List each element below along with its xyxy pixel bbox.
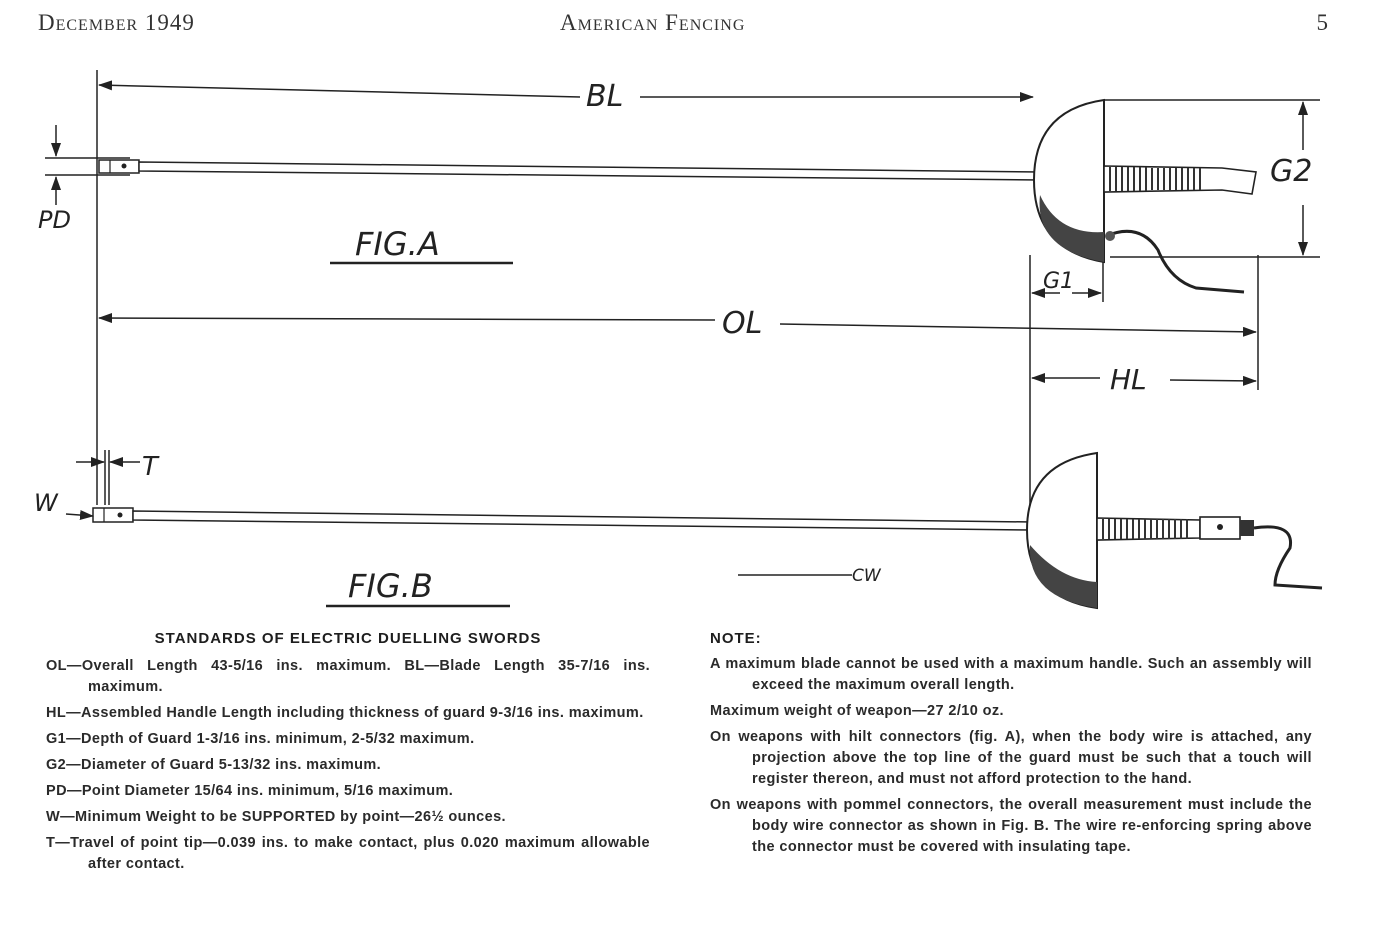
- label-g2: G2: [1270, 154, 1313, 189]
- header-page-number: 5: [1316, 10, 1329, 35]
- standard-pd: PD—Point Diameter 15/64 ins. minimum, 5/16 maximum.: [46, 783, 454, 799]
- label-fig-b: FIG.B: [348, 567, 433, 605]
- header-journal-title: American Fencing: [560, 10, 746, 35]
- standard-hl: HL—Assembled Handle Length including thickness of guard 9-3/16 ins. maximum.: [46, 705, 644, 721]
- sword-fig-a: [99, 100, 1256, 292]
- label-fig-a: FIG.A: [355, 225, 440, 263]
- header-date: December 1949: [38, 10, 195, 35]
- dimension-lines: [45, 70, 1320, 516]
- standard-ol-bl: OL—Overall Length 43-5/16 ins. maximum. BL—Blade Length 35-7/16 ins. maximum.: [46, 658, 650, 695]
- label-g1: G1: [1043, 269, 1075, 294]
- label-bl: BL: [586, 79, 624, 114]
- note-hilt-connectors: On weapons with hilt connectors (fig. A), when the body wire is attached, any projection above the top line of the guard must be such that a touch will register thereon, and must not afford protection to the hand.: [710, 729, 1312, 787]
- sword-fig-b: [93, 453, 1322, 608]
- standard-g1: G1—Depth of Guard 1-3/16 ins. minimum, 2-5/32 maximum.: [46, 731, 475, 747]
- label-w: W: [34, 489, 58, 517]
- standards-section: [46, 630, 650, 880]
- note-pommel-connectors: On weapons with pommel connectors, the overall measurement must include the body wire connector as shown in Fig. B. The wire re-enforcing spring above the connector must be covered with insulating tape.: [710, 797, 1312, 855]
- standard-g2: G2—Diameter of Guard 5-13/32 ins. maximum.: [46, 757, 382, 773]
- note-section: [710, 630, 1312, 863]
- note-title: NOTE:: [710, 630, 762, 647]
- label-hl: HL: [1110, 363, 1147, 396]
- note-max-blade: A maximum blade cannot be used with a maximum handle. Such an assembly will exceed the maximum overall length.: [710, 656, 1312, 693]
- label-ol: OL: [722, 306, 763, 341]
- artist-signature: CW: [852, 566, 881, 586]
- standards-title: STANDARDS OF ELECTRIC DUELLING SWORDS: [154, 630, 542, 647]
- standard-t: T—Travel of point tip—0.039 ins. to make contact, plus 0.020 maximum allowable after contact.: [46, 835, 650, 872]
- note-max-weight: Maximum weight of weapon—27 2/10 oz.: [710, 703, 1004, 719]
- label-t: T: [142, 452, 158, 482]
- label-pd: PD: [38, 206, 71, 234]
- standard-w: W—Minimum Weight to be SUPPORTED by point—26½ ounces.: [46, 809, 506, 825]
